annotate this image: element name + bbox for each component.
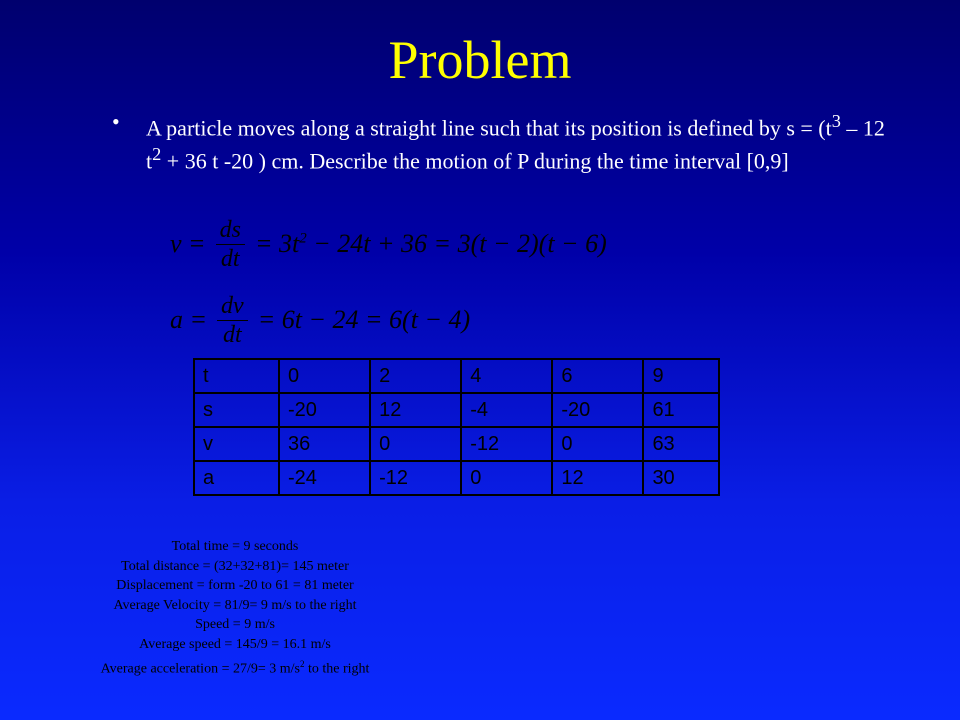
table-row	[194, 461, 719, 495]
table-cell: -12	[461, 427, 552, 461]
acceleration-lhs: a =	[170, 305, 208, 334]
acceleration-equation	[166, 292, 474, 348]
velocity-rhs-part: = 3t	[254, 229, 300, 258]
fraction-numerator: ds	[216, 218, 245, 245]
table-cell: 63	[643, 427, 719, 461]
motion-table	[193, 358, 720, 496]
summary-total-time: Total time = 9 seconds	[171, 539, 299, 554]
table-row	[194, 427, 719, 461]
table-cell: 4	[461, 359, 552, 393]
table-row	[194, 393, 719, 427]
problem-text	[146, 108, 892, 175]
velocity-rhs	[255, 229, 607, 259]
table-cell: -20	[552, 393, 643, 427]
velocity-exponent: 2	[299, 230, 307, 247]
problem-text-part: A particle moves along a straight line such that its position is defined by s = (t	[146, 115, 832, 141]
table-cell: 6	[552, 359, 643, 393]
dv-dt-fraction	[217, 294, 248, 347]
table-cell: 12	[552, 461, 643, 495]
summary-average-acceleration	[20, 655, 450, 679]
table-cell: 36	[279, 427, 370, 461]
table-row	[194, 359, 719, 393]
table-cell: 0	[461, 461, 552, 495]
row-header-cell: v	[194, 427, 279, 461]
velocity-equation	[166, 216, 611, 272]
exponent-3: 3	[831, 111, 841, 131]
table-cell: -4	[461, 393, 552, 427]
row-header-cell: a	[194, 461, 279, 495]
motion-table-body	[194, 359, 719, 495]
velocity-rhs-part: − 24t + 36 = 3(t − 2)(t − 6)	[306, 229, 607, 258]
summary-total-distance: Total distance = (32+32+81)= 145 meter	[121, 558, 349, 574]
summary-block	[20, 537, 450, 679]
table-cell: 2	[370, 359, 461, 393]
summary-average-speed: Average speed = 145/9 = 16.1 m/s	[139, 636, 331, 652]
ds-dt-fraction	[216, 218, 245, 271]
slide-title: Problem	[388, 30, 572, 90]
summary-displacement: Displacement = form -20 to 61 = 81 meter	[116, 578, 354, 594]
table-cell: -24	[279, 461, 370, 495]
summary-speed: Speed = 9 m/s	[195, 617, 275, 633]
summary-average-velocity: Average Velocity = 81/9= 9 m/s to the right	[113, 597, 357, 613]
table-cell: 12	[370, 393, 461, 427]
table-cell: 61	[643, 393, 719, 427]
row-header-cell: s	[194, 393, 279, 427]
table-cell: -12	[370, 461, 461, 495]
fraction-denominator: dt	[220, 245, 240, 272]
fraction-numerator: dv	[217, 294, 248, 321]
table-cell: -20	[279, 393, 370, 427]
table-cell: 0	[279, 359, 370, 393]
table-cell: 0	[370, 427, 461, 461]
table-cell: 30	[643, 461, 719, 495]
summary-part: to the right	[304, 661, 370, 677]
table-cell: 0	[552, 427, 643, 461]
summary-part: Average acceleration = 27/9= 3 m/s	[100, 661, 300, 677]
acceleration-rhs: = 6t − 24 = 6(t − 4)	[257, 305, 471, 334]
table-cell: 9	[643, 359, 719, 393]
problem-text-part: + 36 t -20 ) cm. Describe the motion of P during the time interval [0,9]	[161, 148, 789, 174]
bullet-icon: •	[112, 109, 120, 134]
exponent-2: 2	[152, 144, 162, 165]
problem-text-part: – 12 t	[146, 115, 885, 174]
fraction-denominator: dt	[223, 321, 242, 348]
velocity-lhs: v =	[170, 229, 206, 258]
problem-statement	[112, 108, 892, 175]
summary-exponent: 2	[299, 658, 305, 669]
row-header-cell: t	[194, 359, 279, 393]
